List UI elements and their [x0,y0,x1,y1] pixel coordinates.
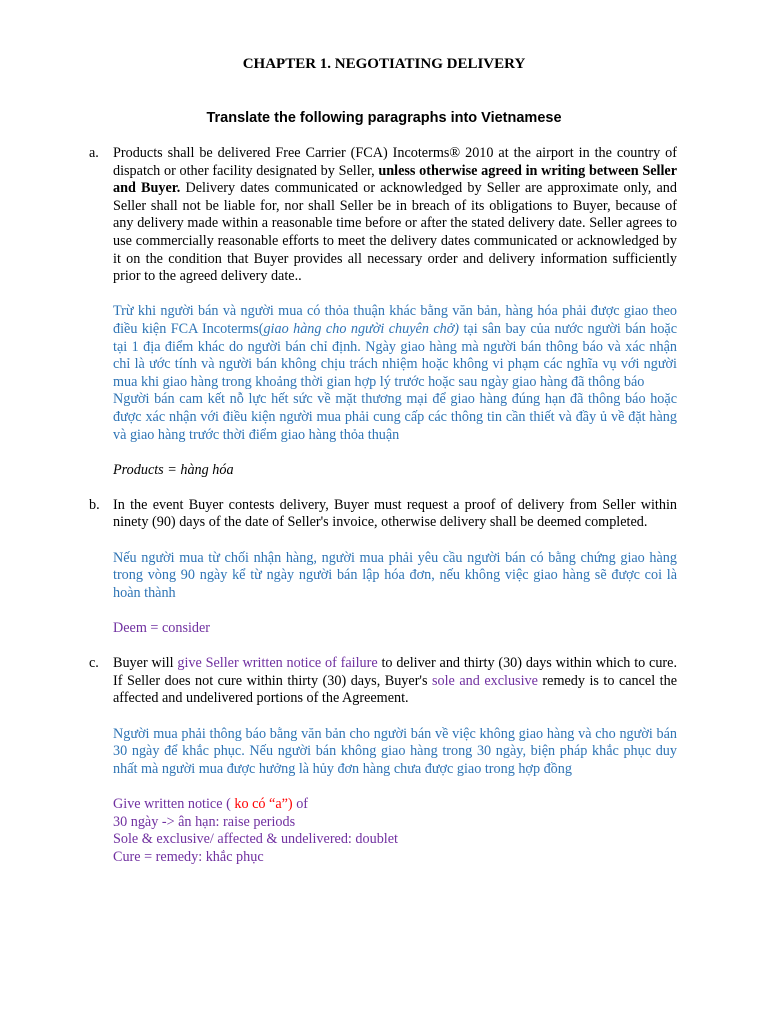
section-c-notes [113,796,677,866]
section-a-vietnamese [113,303,677,391]
note-1-part2: of [292,795,309,812]
exercise-instruction: Translate the following paragraphs into Vietnamese [206,110,562,126]
section-c-note-4: Cure = remedy: khắc phục [113,848,264,865]
section-a-vi-italic: giao hàng cho người chuyên chở) [263,320,460,337]
section-c-note-1 [113,796,677,814]
section-c-note-3: Sole & exclusive/ affected & undelivered: doublet [113,831,398,848]
section-a-note [113,462,677,480]
section-b-marker: b. [89,496,100,513]
section-c-marker: c. [89,655,99,672]
section-a-vi-part2: tại sân bay của nước người bán hoặc tại 1 địa điểm khác do người bán chỉ định. Ngày giao hàng mà người bán thông báo và xác nhận chỉ là ước tính và người bán không chịu trách nhiệm hoặc không vi phạm các nghĩa vụ với người mua khi giao hàng trong khoảng thời gian hợp lý trước hoặc sau ngày giao hàng đã thông báo [113,320,678,390]
section-a [89,145,678,479]
section-c-note-2: 30 ngày -> ân hạn: raise periods [113,813,296,830]
section-a-vietnamese-2: Người bán cam kết nỗ lực hết sức về mặt thương mại để giao hàng đúng hạn đã thông báo hoặc được xác nhận với điều kiện người mua phải cung cấp các thông tin cần thiết và đầy ủ về đặt hàng và giao hàng trước thời điểm giao hàng thỏa thuận [113,391,677,443]
section-c-english-part1: Buyer will [113,655,178,672]
section-c-english [113,655,677,708]
section-a-english-part1: Products shall be delivered Free Carrier (FCA) Incoterms® 2010 at the airport in the country of dispatch or other facility designated by Seller, [113,145,677,179]
section-b-note: Deem = consider [113,620,211,637]
section-b-vietnamese: Nếu người mua từ chối nhận hàng, người mua phải yêu cầu người bán có bằng chứng giao hàng trong vòng 90 ngày kể từ ngày người bán lập hóa đơn, nếu không việc giao hàng sẽ được coi là hoàn thành [113,549,677,601]
section-b [89,496,677,638]
note-1-red: ko có “a”) [234,795,293,812]
section-c [89,655,678,866]
section-b-english: In the event Buyer contests delivery, Buyer must request a proof of delivery from Seller within ninety (90) days of the date of Seller's invoice, otherwise delivery shall be deemed completed. [113,496,677,531]
section-c-english-part2: to deliver and thirty (30) days within which to cure. If Seller does not cure within thirty (30) days, Buyer's [113,655,677,689]
section-a-marker: a. [89,145,99,161]
section-c-highlight-sole: sole and exclusive [432,672,538,689]
document-body [89,145,678,866]
section-a-note-text: Products = hàng hóa [113,461,234,478]
section-c-highlight-notice: give Seller written notice of failure [177,655,378,672]
section-c-english-part3: remedy is to cancel the affected and undelivered portions of the Agreement. [113,672,678,707]
section-a-vi-part1: Trừ khi người bán và người mua có thỏa thuận khác bằng văn bản, hàng hóa phải được giao theo điều kiện FCA Incoterms( [113,303,677,337]
section-a-english-bold: unless otherwise agreed in writing between Seller and Buyer. [113,162,678,197]
section-c-vietnamese: Người mua phải thông báo bằng văn bản cho người bán về việc không giao hàng và cho người bán 30 ngày để khắc phục. Nếu người bán không giao hàng trong 30 ngày, biện pháp khắc phục duy nhất mà người mua được hưởng là hủy đơn hàng chưa được giao trong hợp đồng [113,725,677,777]
chapter-title: CHAPTER 1. NEGOTIATING DELIVERY [242,56,526,72]
section-a-english-part2: Delivery dates communicated or acknowledged by Seller are approximate only, and Seller shall not be liable for, nor shall Seller be in breach of its obligations to Buyer, because of any delivery made within a reasonable time before or after the stated delivery date. Seller agrees to use commercially reasonable efforts to meet the delivery dates communicated or acknowledged by it on the condition that Buyer provides all necessary order and delivery information sufficiently prior to the agreed delivery date.. [113,180,677,285]
note-1-part1: Give written notice ( [113,795,235,812]
section-a-english [113,145,677,286]
